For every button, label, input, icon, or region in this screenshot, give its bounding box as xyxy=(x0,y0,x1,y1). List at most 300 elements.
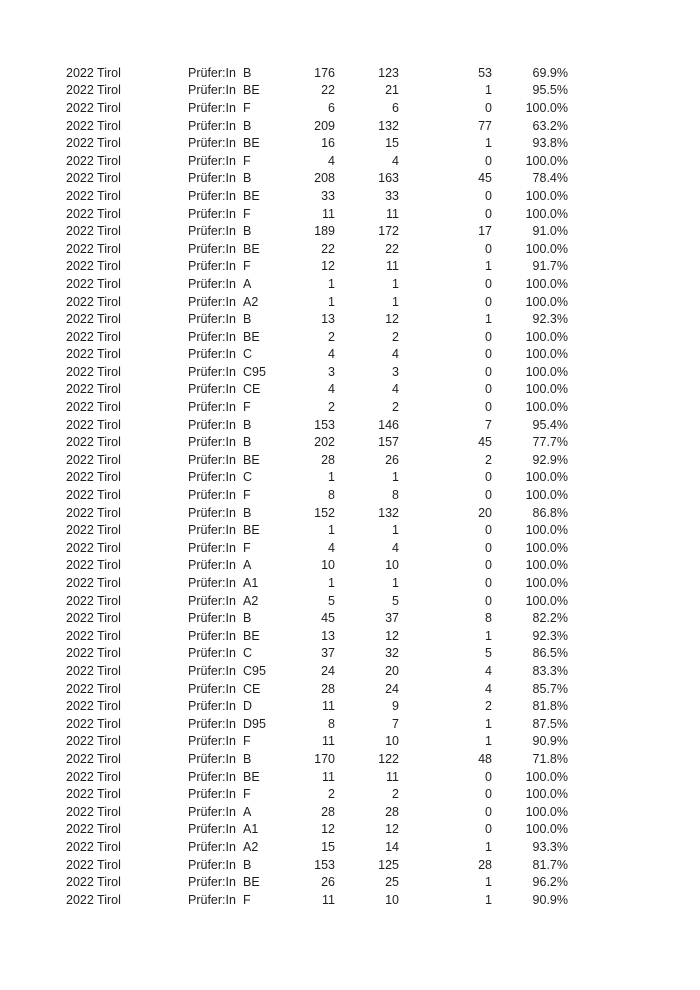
cell-pass-rate: 63.2% xyxy=(532,118,568,133)
cell-exams-total: 170 xyxy=(314,751,335,766)
cell-exams-failed: 1 xyxy=(485,716,492,731)
table-row xyxy=(66,750,568,768)
cell-examiner: Prüfer:In xyxy=(188,259,236,274)
cell-exams-total: 45 xyxy=(321,611,335,626)
cell-exams-failed: 0 xyxy=(485,153,492,168)
cell-exams-total: 11 xyxy=(322,206,335,221)
cell-pass-rate: 100.0% xyxy=(525,153,568,168)
cell-exams-failed: 0 xyxy=(485,769,492,784)
table-row xyxy=(66,152,568,170)
cell-licence-class: D xyxy=(243,699,253,714)
cell-pass-rate: 100.0% xyxy=(525,540,568,555)
cell-exams-failed: 1 xyxy=(485,734,492,749)
cell-pass-rate: 86.8% xyxy=(532,505,568,520)
cell-exams-passed: 1 xyxy=(392,470,399,485)
cell-examiner: Prüfer:In xyxy=(188,417,236,432)
cell-year-region: 2022 Tirol xyxy=(66,206,121,221)
cell-year-region: 2022 Tirol xyxy=(66,435,121,450)
cell-year-region: 2022 Tirol xyxy=(66,716,121,731)
cell-year-region: 2022 Tirol xyxy=(66,804,121,819)
cell-pass-rate: 100.0% xyxy=(525,822,568,837)
table-row xyxy=(66,557,568,575)
cell-exams-passed: 4 xyxy=(392,153,399,168)
cell-exams-passed: 15 xyxy=(385,136,399,151)
cell-licence-class: BE xyxy=(243,452,260,467)
cell-year-region: 2022 Tirol xyxy=(66,294,121,309)
cell-year-region: 2022 Tirol xyxy=(66,681,121,696)
cell-pass-rate: 100.0% xyxy=(525,804,568,819)
cell-exams-total: 24 xyxy=(321,663,335,678)
cell-examiner: Prüfer:In xyxy=(188,276,236,291)
cell-examiner: Prüfer:In xyxy=(188,628,236,643)
cell-licence-class: F xyxy=(243,734,251,749)
cell-exams-total: 33 xyxy=(321,188,335,203)
cell-examiner: Prüfer:In xyxy=(188,470,236,485)
cell-year-region: 2022 Tirol xyxy=(66,769,121,784)
cell-exams-failed: 1 xyxy=(485,875,492,890)
cell-exams-failed: 0 xyxy=(485,470,492,485)
cell-examiner: Prüfer:In xyxy=(188,364,236,379)
cell-exams-failed: 2 xyxy=(485,452,492,467)
cell-exams-total: 8 xyxy=(328,488,335,503)
table-row xyxy=(66,258,568,276)
cell-exams-total: 152 xyxy=(314,505,335,520)
cell-licence-class: F xyxy=(243,892,251,907)
cell-year-region: 2022 Tirol xyxy=(66,540,121,555)
cell-exams-passed: 4 xyxy=(392,382,399,397)
cell-examiner: Prüfer:In xyxy=(188,839,236,854)
cell-licence-class: BE xyxy=(243,769,260,784)
cell-examiner: Prüfer:In xyxy=(188,646,236,661)
cell-pass-rate: 77.7% xyxy=(532,435,568,450)
cell-year-region: 2022 Tirol xyxy=(66,171,121,186)
cell-exams-passed: 157 xyxy=(378,435,399,450)
cell-pass-rate: 71.8% xyxy=(532,751,568,766)
table-row xyxy=(66,469,568,487)
cell-exams-total: 22 xyxy=(321,83,335,98)
cell-exams-total: 28 xyxy=(321,804,335,819)
table-row xyxy=(66,891,568,909)
cell-year-region: 2022 Tirol xyxy=(66,558,121,573)
cell-licence-class: D95 xyxy=(243,716,266,731)
cell-pass-rate: 100.0% xyxy=(525,488,568,503)
cell-pass-rate: 93.8% xyxy=(532,136,568,151)
cell-licence-class: BE xyxy=(243,241,260,256)
cell-licence-class: CE xyxy=(243,681,261,696)
cell-exams-total: 5 xyxy=(328,593,335,608)
cell-exams-failed: 17 xyxy=(478,224,492,239)
cell-year-region: 2022 Tirol xyxy=(66,452,121,467)
cell-pass-rate: 100.0% xyxy=(525,769,568,784)
table-row xyxy=(66,433,568,451)
cell-exams-failed: 0 xyxy=(485,206,492,221)
cell-year-region: 2022 Tirol xyxy=(66,839,121,854)
cell-examiner: Prüfer:In xyxy=(188,716,236,731)
cell-exams-failed: 7 xyxy=(485,417,492,432)
cell-examiner: Prüfer:In xyxy=(188,488,236,503)
cell-examiner: Prüfer:In xyxy=(188,452,236,467)
cell-licence-class: A xyxy=(243,276,252,291)
cell-pass-rate: 91.0% xyxy=(532,224,568,239)
table-row xyxy=(66,873,568,891)
cell-pass-rate: 82.2% xyxy=(532,611,568,626)
cell-exams-passed: 28 xyxy=(385,804,399,819)
table-row xyxy=(66,521,568,539)
cell-examiner: Prüfer:In xyxy=(188,576,236,591)
table-row xyxy=(66,222,568,240)
cell-exams-failed: 0 xyxy=(485,100,492,115)
cell-exams-failed: 20 xyxy=(478,505,492,520)
cell-exams-total: 37 xyxy=(321,646,335,661)
cell-licence-class: BE xyxy=(243,136,260,151)
cell-exams-failed: 0 xyxy=(485,822,492,837)
cell-exams-failed: 0 xyxy=(485,241,492,256)
cell-exams-passed: 2 xyxy=(392,329,399,344)
cell-year-region: 2022 Tirol xyxy=(66,224,121,239)
table-row xyxy=(66,398,568,416)
cell-exams-passed: 11 xyxy=(386,769,399,784)
cell-exams-total: 16 xyxy=(321,136,335,151)
cell-examiner: Prüfer:In xyxy=(188,118,236,133)
cell-exams-passed: 22 xyxy=(385,241,399,256)
cell-year-region: 2022 Tirol xyxy=(66,400,121,415)
cell-exams-failed: 0 xyxy=(485,276,492,291)
table-row xyxy=(66,592,568,610)
cell-exams-total: 26 xyxy=(321,875,335,890)
cell-licence-class: BE xyxy=(243,523,260,538)
table-row xyxy=(66,662,568,680)
cell-exams-total: 10 xyxy=(321,558,335,573)
table-row xyxy=(66,680,568,698)
cell-exams-passed: 132 xyxy=(378,118,399,133)
cell-exams-total: 1 xyxy=(328,276,335,291)
cell-year-region: 2022 Tirol xyxy=(66,83,121,98)
table-row xyxy=(66,205,568,223)
cell-exams-passed: 10 xyxy=(385,892,399,907)
table-row xyxy=(66,328,568,346)
cell-year-region: 2022 Tirol xyxy=(66,153,121,168)
cell-exams-total: 4 xyxy=(328,153,335,168)
cell-exams-total: 189 xyxy=(314,224,335,239)
cell-year-region: 2022 Tirol xyxy=(66,699,121,714)
table-row xyxy=(66,803,568,821)
table-row xyxy=(66,785,568,803)
cell-exams-failed: 2 xyxy=(485,699,492,714)
cell-licence-class: B xyxy=(243,857,252,872)
cell-exams-passed: 14 xyxy=(385,839,399,854)
cell-exams-passed: 122 xyxy=(378,751,399,766)
cell-exams-passed: 25 xyxy=(385,875,399,890)
cell-examiner: Prüfer:In xyxy=(188,681,236,696)
cell-licence-class: B xyxy=(243,751,252,766)
cell-pass-rate: 100.0% xyxy=(525,100,568,115)
cell-exams-failed: 0 xyxy=(485,593,492,608)
cell-licence-class: B xyxy=(243,505,252,520)
cell-year-region: 2022 Tirol xyxy=(66,875,121,890)
cell-licence-class: F xyxy=(243,100,251,115)
cell-exams-passed: 4 xyxy=(392,540,399,555)
cell-pass-rate: 100.0% xyxy=(525,400,568,415)
cell-exams-total: 11 xyxy=(322,699,335,714)
cell-licence-class: B xyxy=(243,435,252,450)
cell-pass-rate: 86.5% xyxy=(532,646,568,661)
cell-exams-failed: 1 xyxy=(485,259,492,274)
cell-examiner: Prüfer:In xyxy=(188,206,236,221)
cell-pass-rate: 100.0% xyxy=(525,558,568,573)
cell-exams-failed: 4 xyxy=(485,681,492,696)
cell-exams-failed: 0 xyxy=(485,787,492,802)
cell-exams-failed: 5 xyxy=(485,646,492,661)
cell-year-region: 2022 Tirol xyxy=(66,628,121,643)
cell-exams-failed: 1 xyxy=(485,136,492,151)
cell-licence-class: F xyxy=(243,488,251,503)
cell-licence-class: C95 xyxy=(243,663,266,678)
cell-licence-class: B xyxy=(243,417,252,432)
cell-exams-failed: 0 xyxy=(485,523,492,538)
cell-exams-total: 1 xyxy=(328,470,335,485)
cell-exams-passed: 10 xyxy=(385,558,399,573)
cell-exams-failed: 0 xyxy=(485,294,492,309)
cell-licence-class: BE xyxy=(243,329,260,344)
cell-licence-class: A2 xyxy=(243,294,259,309)
cell-licence-class: CE xyxy=(243,382,261,397)
cell-exams-total: 13 xyxy=(321,312,335,327)
cell-exams-failed: 8 xyxy=(485,611,492,626)
cell-year-region: 2022 Tirol xyxy=(66,857,121,872)
cell-licence-class: A2 xyxy=(243,593,259,608)
cell-year-region: 2022 Tirol xyxy=(66,65,121,80)
cell-exams-passed: 123 xyxy=(378,65,399,80)
cell-exams-total: 2 xyxy=(328,400,335,415)
cell-examiner: Prüfer:In xyxy=(188,663,236,678)
table-row xyxy=(66,293,568,311)
cell-year-region: 2022 Tirol xyxy=(66,329,121,344)
cell-exams-passed: 1 xyxy=(392,576,399,591)
cell-pass-rate: 95.5% xyxy=(532,83,568,98)
cell-licence-class: C xyxy=(243,347,253,362)
cell-exams-passed: 172 xyxy=(378,224,399,239)
cell-examiner: Prüfer:In xyxy=(188,294,236,309)
cell-exams-passed: 1 xyxy=(392,523,399,538)
cell-exams-passed: 12 xyxy=(385,628,399,643)
cell-pass-rate: 100.0% xyxy=(525,364,568,379)
cell-pass-rate: 83.3% xyxy=(532,663,568,678)
cell-pass-rate: 81.7% xyxy=(532,857,568,872)
cell-pass-rate: 100.0% xyxy=(525,347,568,362)
cell-examiner: Prüfer:In xyxy=(188,505,236,520)
cell-examiner: Prüfer:In xyxy=(188,558,236,573)
table-row xyxy=(66,733,568,751)
table-row xyxy=(66,310,568,328)
table-row xyxy=(66,451,568,469)
cell-examiner: Prüfer:In xyxy=(188,329,236,344)
cell-examiner: Prüfer:In xyxy=(188,312,236,327)
cell-pass-rate: 93.3% xyxy=(532,839,568,854)
cell-examiner: Prüfer:In xyxy=(188,241,236,256)
cell-pass-rate: 92.3% xyxy=(532,312,568,327)
cell-exams-total: 3 xyxy=(328,364,335,379)
cell-exams-passed: 26 xyxy=(385,452,399,467)
cell-year-region: 2022 Tirol xyxy=(66,576,121,591)
table-row xyxy=(66,275,568,293)
cell-pass-rate: 100.0% xyxy=(525,523,568,538)
cell-licence-class: BE xyxy=(243,83,260,98)
cell-exams-total: 12 xyxy=(321,822,335,837)
cell-pass-rate: 100.0% xyxy=(525,787,568,802)
cell-exams-failed: 0 xyxy=(485,188,492,203)
cell-pass-rate: 100.0% xyxy=(525,576,568,591)
cell-licence-class: C xyxy=(243,646,253,661)
cell-exams-failed: 53 xyxy=(478,65,492,80)
cell-exams-failed: 1 xyxy=(485,628,492,643)
cell-year-region: 2022 Tirol xyxy=(66,276,121,291)
cell-licence-class: B xyxy=(243,65,252,80)
cell-exams-failed: 1 xyxy=(485,83,492,98)
cell-exams-passed: 11 xyxy=(386,206,399,221)
cell-year-region: 2022 Tirol xyxy=(66,188,121,203)
cell-year-region: 2022 Tirol xyxy=(66,241,121,256)
cell-exams-passed: 2 xyxy=(392,787,399,802)
cell-year-region: 2022 Tirol xyxy=(66,787,121,802)
cell-year-region: 2022 Tirol xyxy=(66,646,121,661)
cell-pass-rate: 87.5% xyxy=(532,716,568,731)
cell-examiner: Prüfer:In xyxy=(188,136,236,151)
cell-licence-class: A xyxy=(243,558,252,573)
cell-exams-passed: 7 xyxy=(392,716,399,731)
cell-exams-passed: 9 xyxy=(392,699,399,714)
cell-exams-passed: 21 xyxy=(385,83,399,98)
table-row xyxy=(66,697,568,715)
cell-examiner: Prüfer:In xyxy=(188,699,236,714)
cell-pass-rate: 85.7% xyxy=(532,681,568,696)
cell-examiner: Prüfer:In xyxy=(188,100,236,115)
cell-exams-passed: 8 xyxy=(392,488,399,503)
cell-exams-total: 11 xyxy=(322,769,335,784)
table-row xyxy=(66,627,568,645)
cell-exams-failed: 0 xyxy=(485,804,492,819)
table-row xyxy=(66,170,568,188)
cell-pass-rate: 92.9% xyxy=(532,452,568,467)
cell-exams-failed: 1 xyxy=(485,839,492,854)
cell-licence-class: C95 xyxy=(243,364,266,379)
cell-exams-passed: 10 xyxy=(385,734,399,749)
cell-examiner: Prüfer:In xyxy=(188,347,236,362)
cell-pass-rate: 96.2% xyxy=(532,875,568,890)
cell-examiner: Prüfer:In xyxy=(188,540,236,555)
table-row xyxy=(66,240,568,258)
cell-exams-passed: 3 xyxy=(392,364,399,379)
table-row xyxy=(66,486,568,504)
cell-exams-total: 28 xyxy=(321,452,335,467)
cell-year-region: 2022 Tirol xyxy=(66,523,121,538)
cell-pass-rate: 100.0% xyxy=(525,276,568,291)
cell-exams-failed: 0 xyxy=(485,540,492,555)
cell-examiner: Prüfer:In xyxy=(188,857,236,872)
cell-pass-rate: 78.4% xyxy=(532,171,568,186)
table-row xyxy=(66,416,568,434)
cell-pass-rate: 81.8% xyxy=(532,699,568,714)
table-row xyxy=(66,574,568,592)
cell-examiner: Prüfer:In xyxy=(188,751,236,766)
cell-exams-total: 202 xyxy=(314,435,335,450)
cell-exams-failed: 1 xyxy=(485,892,492,907)
cell-exams-passed: 1 xyxy=(392,294,399,309)
cell-licence-class: A1 xyxy=(243,576,259,591)
cell-exams-passed: 5 xyxy=(392,593,399,608)
cell-exams-passed: 163 xyxy=(378,171,399,186)
cell-examiner: Prüfer:In xyxy=(188,65,236,80)
cell-exams-passed: 33 xyxy=(385,188,399,203)
cell-year-region: 2022 Tirol xyxy=(66,822,121,837)
cell-year-region: 2022 Tirol xyxy=(66,663,121,678)
cell-exams-total: 4 xyxy=(328,347,335,362)
cell-pass-rate: 95.4% xyxy=(532,417,568,432)
cell-year-region: 2022 Tirol xyxy=(66,118,121,133)
cell-exams-passed: 20 xyxy=(385,663,399,678)
cell-exams-passed: 11 xyxy=(386,259,399,274)
cell-exams-passed: 2 xyxy=(392,400,399,415)
cell-licence-class: F xyxy=(243,206,251,221)
cell-exams-passed: 32 xyxy=(385,646,399,661)
table-row xyxy=(66,838,568,856)
cell-exams-total: 1 xyxy=(328,294,335,309)
cell-licence-class: B xyxy=(243,611,252,626)
cell-exams-failed: 45 xyxy=(478,171,492,186)
cell-exams-total: 2 xyxy=(328,329,335,344)
cell-exams-failed: 0 xyxy=(485,364,492,379)
cell-year-region: 2022 Tirol xyxy=(66,347,121,362)
table-row xyxy=(66,504,568,522)
cell-year-region: 2022 Tirol xyxy=(66,734,121,749)
cell-exams-total: 4 xyxy=(328,382,335,397)
table-row xyxy=(66,645,568,663)
cell-licence-class: BE xyxy=(243,188,260,203)
cell-pass-rate: 100.0% xyxy=(525,329,568,344)
cell-pass-rate: 92.3% xyxy=(532,628,568,643)
cell-exams-failed: 0 xyxy=(485,382,492,397)
cell-exams-passed: 37 xyxy=(385,611,399,626)
table-row xyxy=(66,768,568,786)
cell-pass-rate: 91.7% xyxy=(532,259,568,274)
cell-exams-passed: 12 xyxy=(385,312,399,327)
cell-exams-total: 28 xyxy=(321,681,335,696)
table-row xyxy=(66,99,568,117)
table-row xyxy=(66,609,568,627)
cell-exams-failed: 48 xyxy=(478,751,492,766)
cell-licence-class: F xyxy=(243,540,251,555)
cell-examiner: Prüfer:In xyxy=(188,822,236,837)
cell-exams-failed: 0 xyxy=(485,488,492,503)
exam-results-table xyxy=(66,64,568,909)
cell-licence-class: A xyxy=(243,804,252,819)
table-row xyxy=(66,856,568,874)
cell-exams-passed: 146 xyxy=(378,417,399,432)
cell-exams-failed: 0 xyxy=(485,558,492,573)
cell-exams-failed: 1 xyxy=(485,312,492,327)
cell-exams-total: 12 xyxy=(321,259,335,274)
cell-exams-passed: 132 xyxy=(378,505,399,520)
table-row xyxy=(66,715,568,733)
cell-year-region: 2022 Tirol xyxy=(66,488,121,503)
cell-licence-class: B xyxy=(243,312,252,327)
cell-exams-total: 2 xyxy=(328,787,335,802)
cell-exams-passed: 1 xyxy=(392,276,399,291)
table-row xyxy=(66,539,568,557)
cell-exams-total: 6 xyxy=(328,100,335,115)
cell-year-region: 2022 Tirol xyxy=(66,892,121,907)
cell-examiner: Prüfer:In xyxy=(188,153,236,168)
cell-licence-class: F xyxy=(243,400,251,415)
